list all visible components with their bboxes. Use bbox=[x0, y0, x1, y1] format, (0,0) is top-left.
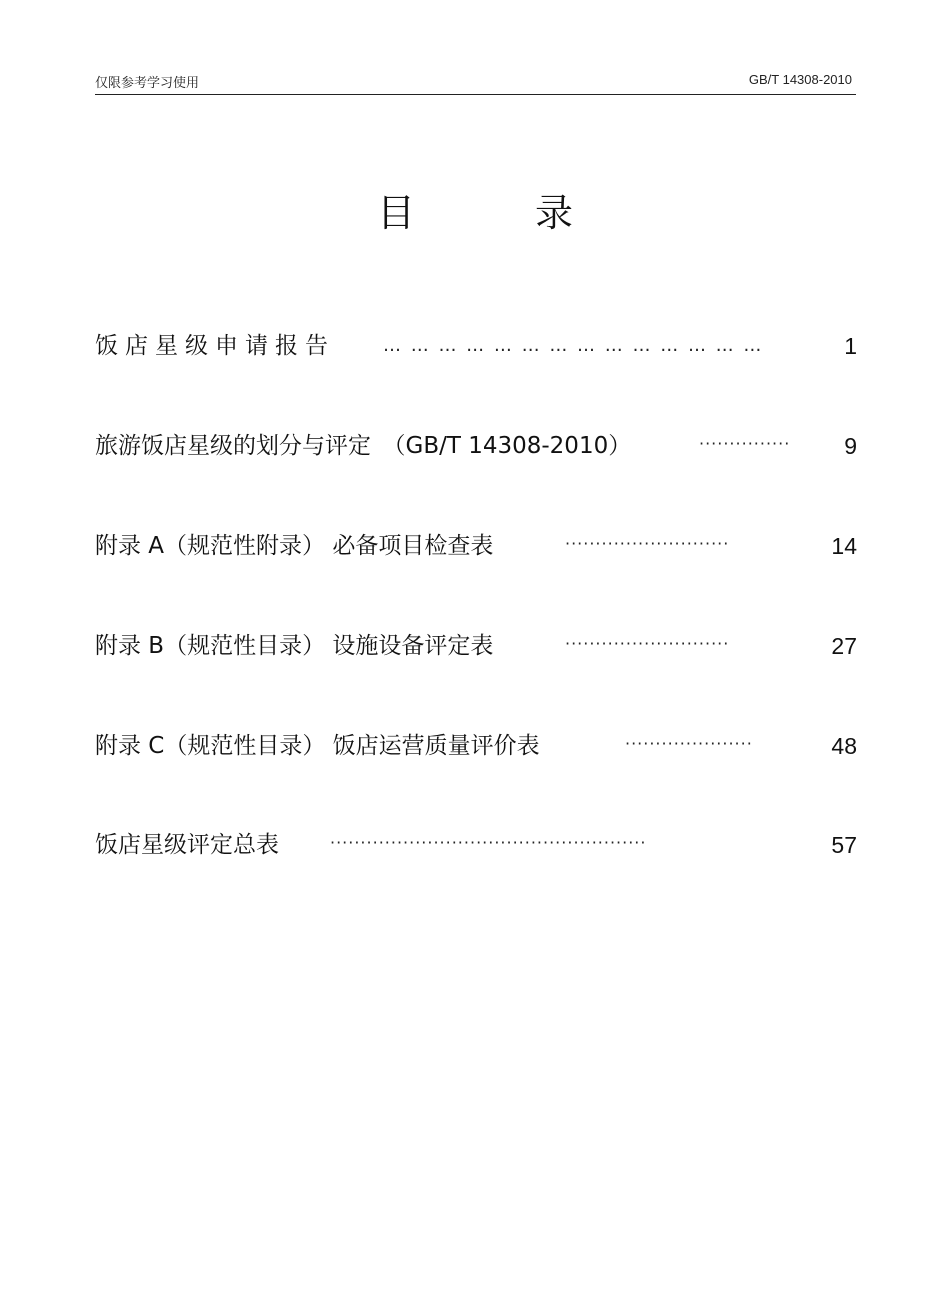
toc-entry-leaders: ···················································· bbox=[330, 833, 647, 852]
toc-entry-leaders: ··························· bbox=[565, 534, 730, 553]
toc-entry-page: 57 bbox=[831, 832, 857, 858]
toc-entry[interactable] bbox=[95, 728, 857, 764]
toc-entry[interactable] bbox=[95, 528, 857, 564]
toc-entry[interactable] bbox=[95, 428, 857, 464]
toc-entry-label: 饭店星级评定总表 bbox=[95, 832, 279, 858]
toc-entry[interactable] bbox=[95, 628, 857, 664]
toc-title-char-2: 录 bbox=[535, 191, 574, 235]
toc-entry-label: 旅游饭店星级的划分与评定 （GB/T 14308-2010） bbox=[95, 433, 632, 459]
toc-entry-page: 27 bbox=[831, 633, 857, 659]
toc-title bbox=[0, 182, 950, 237]
toc-entry-leaders: ··············· bbox=[699, 434, 791, 453]
toc-entry-label: 饭店星级申请报告 bbox=[95, 333, 335, 359]
page-header bbox=[95, 68, 856, 95]
toc-entry-leaders: ····················· bbox=[625, 734, 753, 753]
header-usage-note: 仅限参考学习使用 bbox=[95, 76, 200, 91]
toc-entry[interactable] bbox=[95, 827, 857, 863]
toc-entry-leaders: … … … … … … … … … … … … … … bbox=[383, 335, 764, 356]
toc-entry-leaders: ··························· bbox=[565, 634, 730, 653]
toc-entry-page: 9 bbox=[844, 433, 857, 459]
toc-entry-page: 48 bbox=[831, 733, 857, 759]
toc-entry-page: 14 bbox=[831, 533, 857, 559]
toc-entry[interactable] bbox=[95, 328, 857, 364]
toc-entry-label: 附录 B（规范性目录） 设施设备评定表 bbox=[95, 633, 494, 659]
toc-entry-label: 附录 A（规范性附录） 必备项目检查表 bbox=[95, 533, 494, 559]
toc-entry-page: 1 bbox=[844, 333, 857, 359]
toc-title-char-1: 目 bbox=[376, 191, 415, 235]
header-standard-number: GB/T 14308-2010 bbox=[748, 72, 852, 87]
toc-entry-label: 附录 C（规范性目录） 饭店运营质量评价表 bbox=[95, 733, 540, 759]
